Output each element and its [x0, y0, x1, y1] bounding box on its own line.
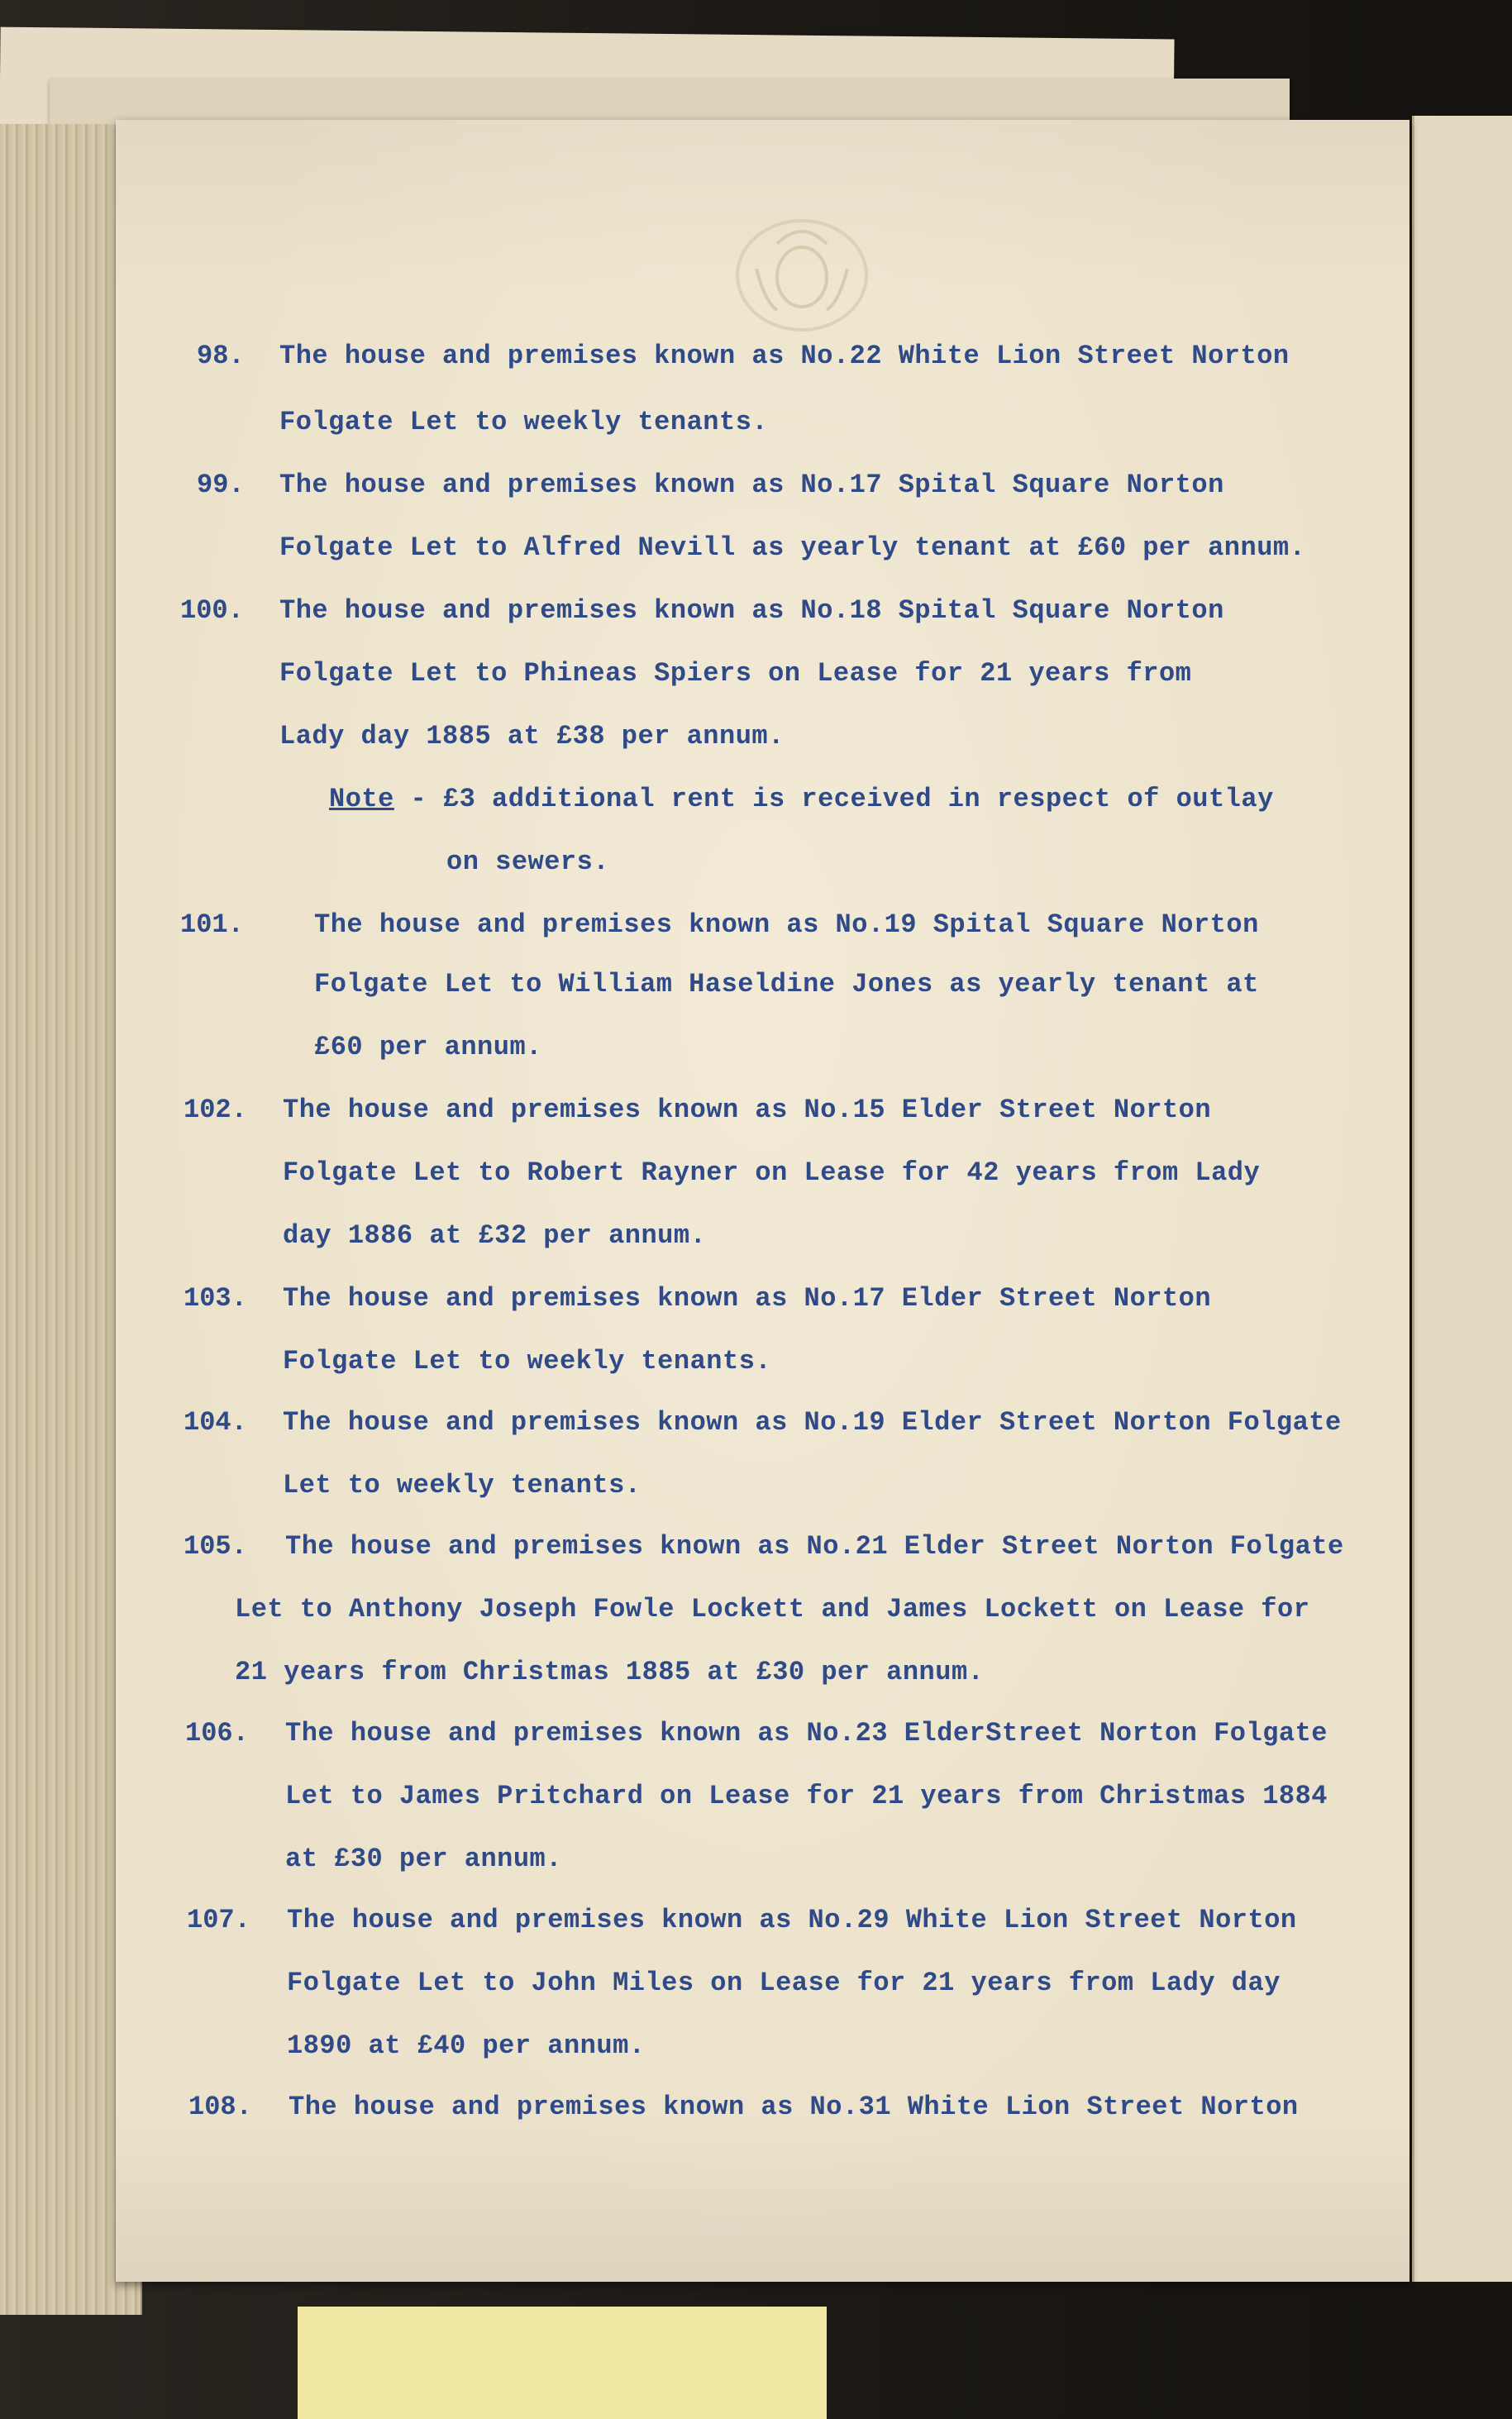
entry-text-line: The house and premises known as No.31 White Lion Street Norton [289, 2092, 1299, 2122]
entry-number: 103. [184, 1283, 247, 1314]
entry-number: 102. [184, 1095, 247, 1125]
entry-text-line: Let to Anthony Joseph Fowle Lockett and James Lockett on Lease for [235, 1594, 1310, 1625]
entry-text-line: Folgate Let to weekly tenants. [279, 407, 769, 437]
entry-text-line: Folgate Let to Robert Rayner on Lease for 42 years from Lady [283, 1157, 1261, 1188]
entry-text-line: Let to weekly tenants. [283, 1470, 642, 1501]
entry-text-line: £60 per annum. [314, 1032, 542, 1062]
entry-text-line: The house and premises known as No.29 White Lion Street Norton [287, 1905, 1297, 1935]
entry-text-line: 1890 at £40 per annum. [287, 2030, 646, 2061]
entry-text-line: Folgate Let to John Miles on Lease for 21 years from Lady day [287, 1968, 1281, 1998]
entry-text-line: The house and premises known as No.17 Elder Street Norton [283, 1283, 1212, 1314]
paper-tab [298, 2307, 827, 2419]
entry-number: 99. [197, 470, 245, 500]
entry-text-line: Folgate Let to weekly tenants. [283, 1346, 772, 1376]
entry-text-line: Lady day 1885 at £38 per annum. [279, 721, 785, 751]
entry-text-line: The house and premises known as No.22 White Lion Street Norton [279, 341, 1290, 371]
entry-number: 98. [197, 341, 245, 371]
entry-text-line: Folgate Let to William Haseldine Jones as yearly tenant at [314, 969, 1259, 1000]
entry-number: 104. [184, 1407, 247, 1438]
entry-text-line: 21 years from Christmas 1885 at £30 per annum. [235, 1657, 985, 1687]
embossed-seal-icon [727, 211, 876, 335]
entry-text-line: Folgate Let to Alfred Nevill as yearly tenant at £60 per annum. [279, 532, 1306, 563]
entry-text-line: The house and premises known as No.23 ElderStreet Norton Folgate [285, 1718, 1328, 1749]
note-line: on sewers. [446, 847, 610, 877]
entry-number: 101. [180, 909, 244, 940]
entry-text-line: The house and premises known as No.18 Spital Square Norton [279, 595, 1224, 626]
entry-text-line: The house and premises known as No.21 Elder Street Norton Folgate [285, 1531, 1344, 1562]
note-line [329, 783, 1274, 816]
entry-number: 100. [180, 595, 244, 626]
ledger-page [116, 120, 1409, 2282]
note-label: Note [329, 784, 394, 814]
entry-number: 108. [188, 2092, 252, 2122]
note-text: - £3 additional rent is received in respect of outlay [394, 784, 1274, 814]
entry-text-line: Let to James Pritchard on Lease for 21 years from Christmas 1884 [285, 1781, 1328, 1811]
entry-text-line: at £30 per annum. [285, 1844, 562, 1874]
entry-number: 106. [185, 1718, 249, 1749]
entry-number: 107. [187, 1905, 250, 1935]
entry-text-line: The house and premises known as No.19 Elder Street Norton Folgate [283, 1407, 1342, 1438]
entry-text-line: Folgate Let to Phineas Spiers on Lease for 21 years from [279, 658, 1192, 689]
entry-text-line: The house and premises known as No.17 Spital Square Norton [279, 470, 1224, 500]
entry-text-line: The house and premises known as No.15 Elder Street Norton [283, 1095, 1212, 1125]
entry-text-line: The house and premises known as No.19 Spital Square Norton [314, 909, 1259, 940]
entry-text-line: day 1886 at £32 per annum. [283, 1220, 707, 1251]
entry-number: 105. [184, 1531, 247, 1562]
facing-page [1412, 116, 1512, 2282]
